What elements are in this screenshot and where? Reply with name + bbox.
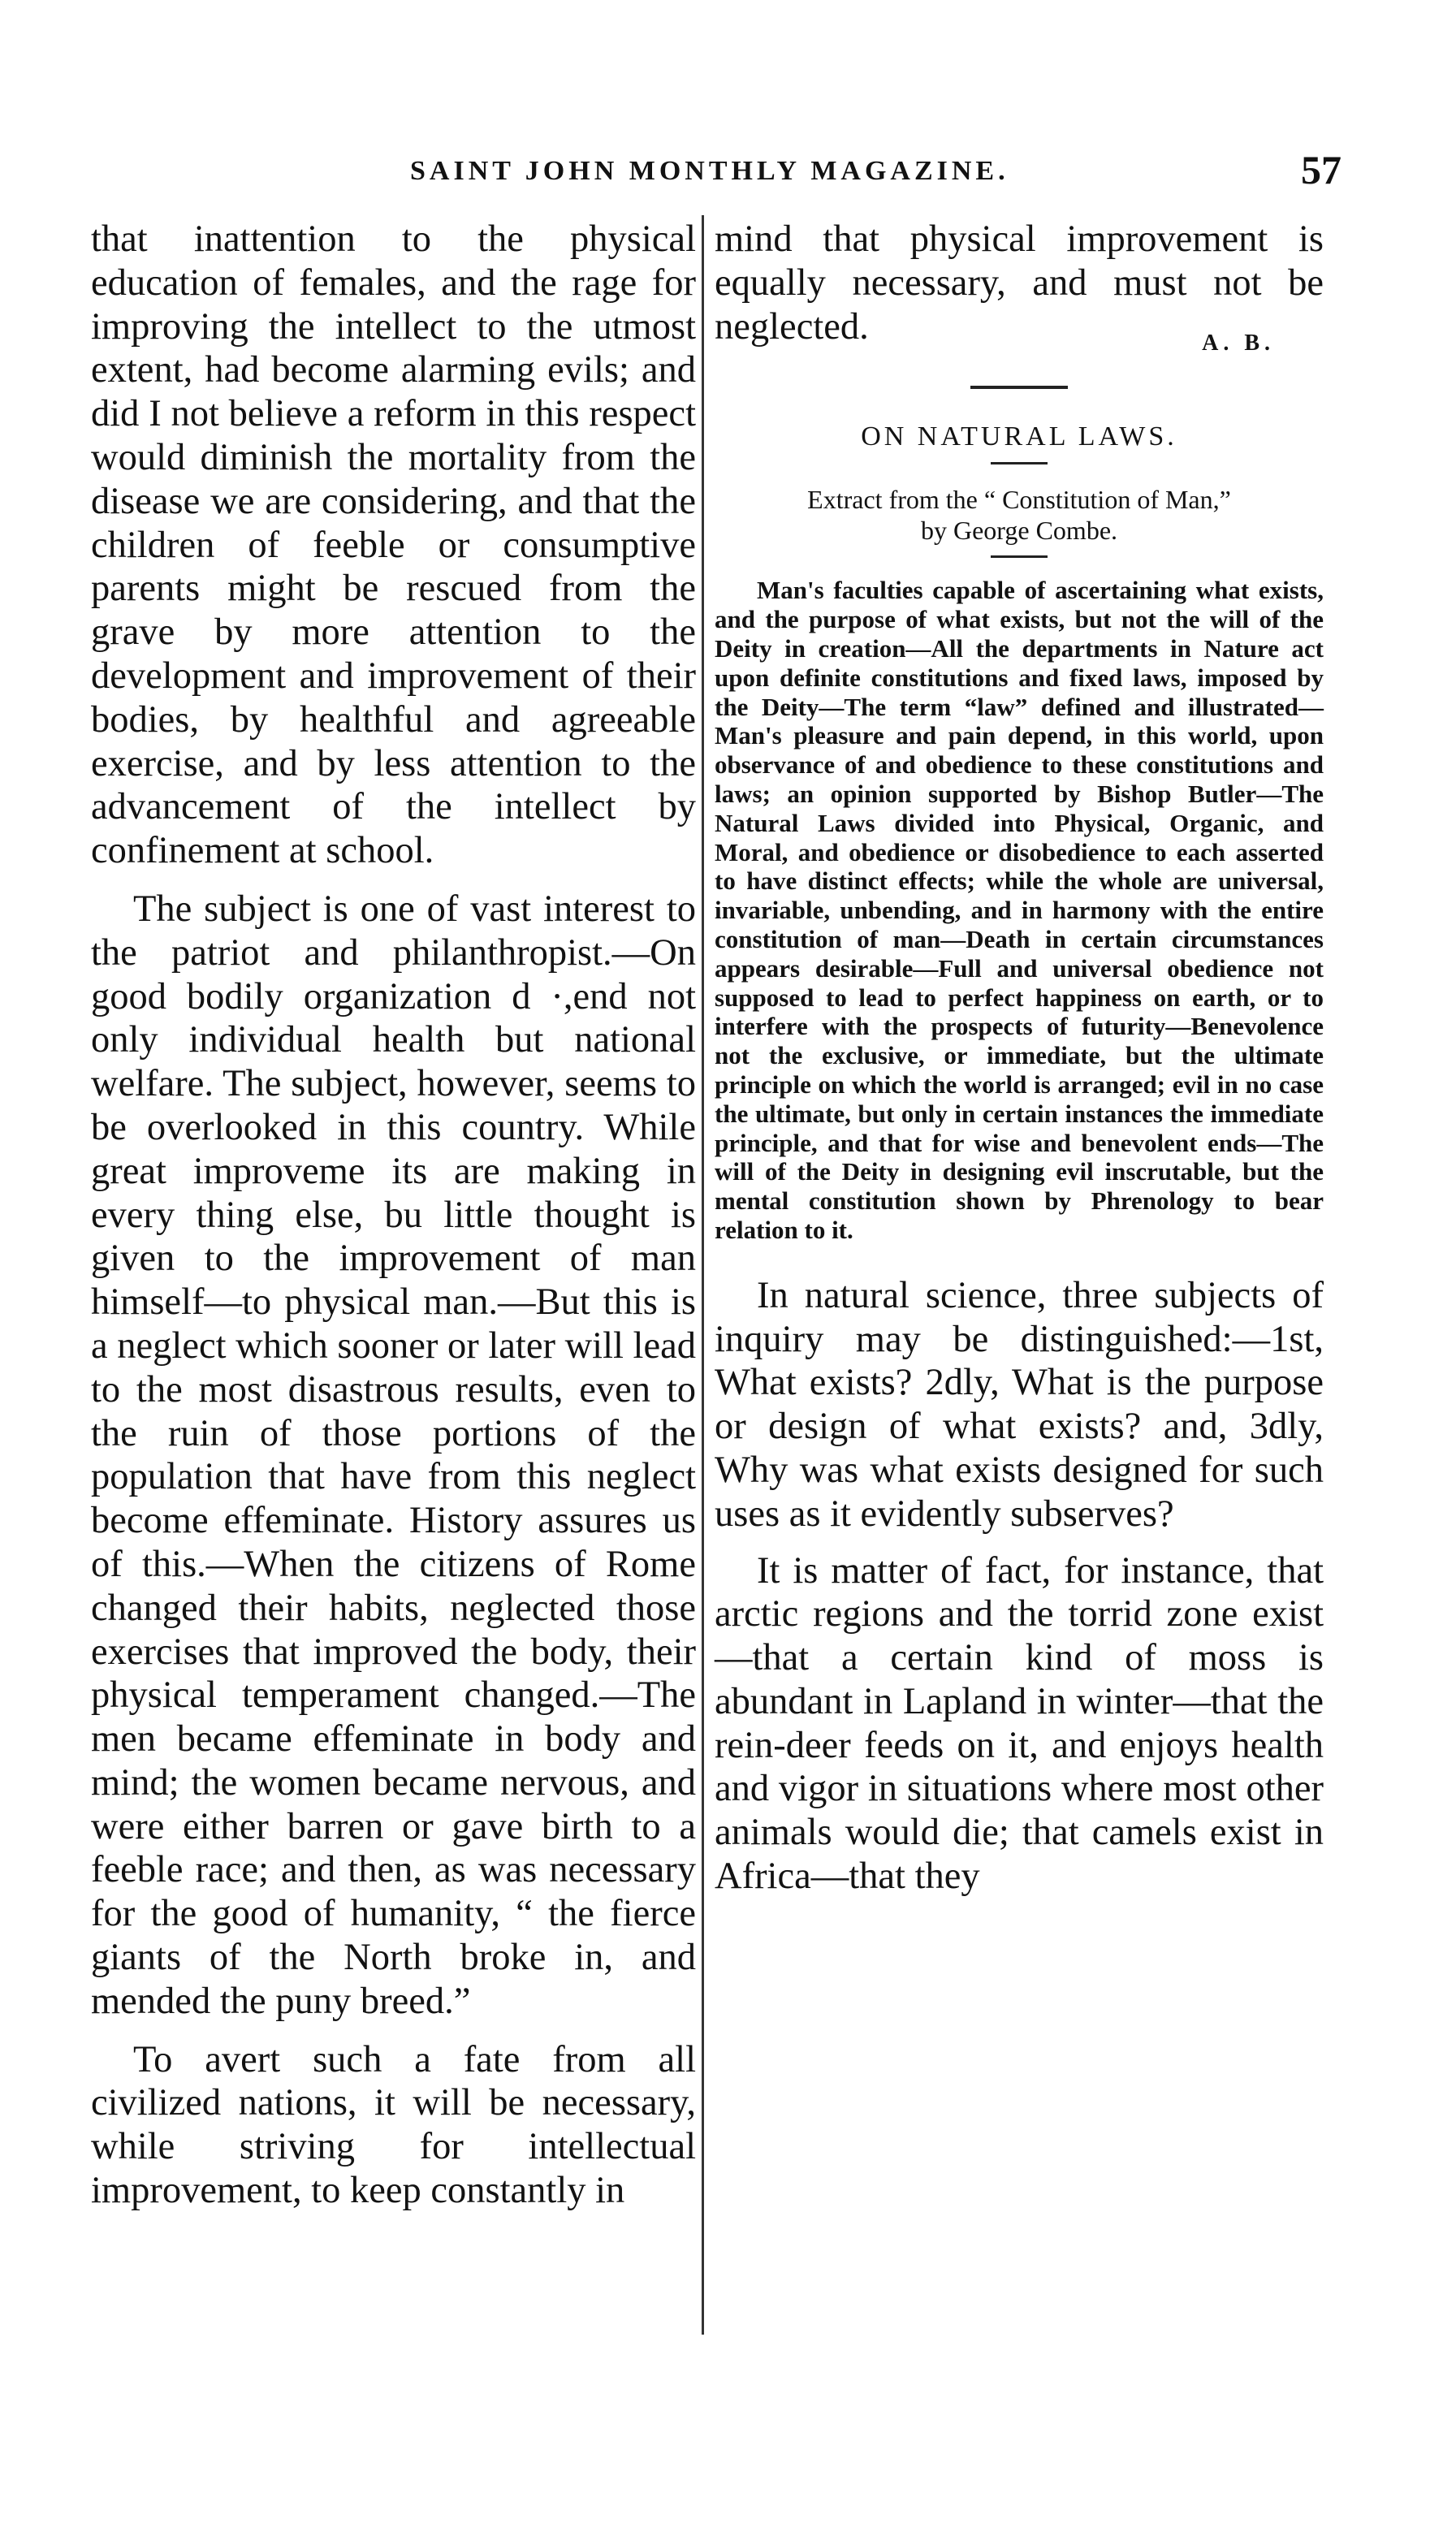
right-paragraph-1-text: mind that physical improvement is equally necessary, and must not be neglected.: [715, 218, 1324, 348]
right-paragraph-3: It is matter of fact, for instance, that arctic regions and the torrid zone exist—that a certain kind of moss is abundant in Lapland in winter—that the rein-deer feeds on it, and enjoys health and vigor in situations where most other animals would die; that camels exist in Africa—that they: [715, 1549, 1324, 1898]
section-rule: [970, 386, 1068, 389]
extract-line-1: Extract from the “ Constitution of Man,”: [807, 485, 1231, 515]
right-column: [715, 218, 1324, 1899]
left-paragraph-2: The subject is one of vast interest to the patriot and philanthropist.—On good bodily organization d ·,end not only individual health but national welfare. The subject, however, seems to be overlooked in this country. While great improveme its are making in every thing else, bu little thought is given to the improvement of man himself—to physical man.—But this is a neglect which sooner or later will lead to the most disastrous results, even to the ruin of those portions of the population that have from this neglect become effeminate. History assures us of this.—When the citizens of Rome changed their habits, neglected those exercises that improved the body, their physical temperament changed.—The men became effeminate in body and mind; the women became nervous, and were either barren or gave birth to a feeble race; and then, as was necessary for the good of humanity, “ the fierce giants of the North broke in, and mended the puny breed.”: [91, 888, 696, 2022]
right-paragraph-2: In natural science, three subjects of inquiry may be distinguished:—1st, What exists? 2dly, What is the purpose or design of what exists? and, 3dly, Why was what exists designed for such uses as it evidently subserves?: [715, 1274, 1324, 1535]
right-paragraph-1: [715, 218, 1324, 356]
running-title: SAINT JOHN MONTHLY MAGAZINE.: [410, 156, 1009, 186]
title-rule: [991, 462, 1048, 464]
extract-source: [715, 484, 1324, 546]
extract-line-2: by George Combe.: [920, 516, 1118, 546]
page-header: [398, 146, 1348, 203]
article-title: ON NATURAL LAWS.: [861, 421, 1177, 452]
left-paragraph-3: To avert such a fate from all civilized nations, it will be necessary, while striving for intellectual improvement, to keep constantly in: [91, 2038, 696, 2212]
column-divider: [702, 215, 704, 2335]
left-paragraph-1: that inattention to the physical education of females, and the rage for improving the intellect to the utmost extent, had become alarming evils; and did I not believe a reform in this respect would diminish the mortality from the disease we are considering, and that the children of feeble or consumptive parents might be rescued from the grave by more attention to the development and improvement of their bodies, by healthful and agreeable exercise, and by less attention to the advancement of the intellect by confinement at school.: [91, 218, 696, 872]
chapter-summary: Man's faculties capable of ascertaining what exists, and the purpose of what exists, but not the will of the Deity in creation—All the departments in Nature act upon definite constitutions and fixed laws, imposed by the Deity—The term “law” defined and illustrated—Man's pleasure and pain depend, in this world, upon observance of and obedience to these constitutions and laws; an opinion supported by Bishop Butler—The Natural Laws divided into Physical, Organic, and Moral, and obedience or disobedience to each asserted to have distinct effects; while the whole are universal, invariable, unbending, and in harmony with the entire constitution of man—Death in certain circumstances appears desirable—Full and universal obedience not supposed to lead to perfect happiness on earth, or to interfere with the prospects of futurity—Benevolence not the exclusive, or immediate, but the ultimate principle on which the world is arranged; evil in no case the ultimate, but only in certain instances the immediate principle, and that for wise and benevolent ends—The will of the Deity in designing evil inscrutable, but the mental constitution shown by Phrenology to bear relation to it.: [715, 576, 1324, 1244]
page-number: 57: [1301, 147, 1342, 192]
extract-rule: [991, 555, 1048, 558]
author-signature: A. B.: [1202, 330, 1275, 356]
left-column: [91, 218, 696, 2213]
